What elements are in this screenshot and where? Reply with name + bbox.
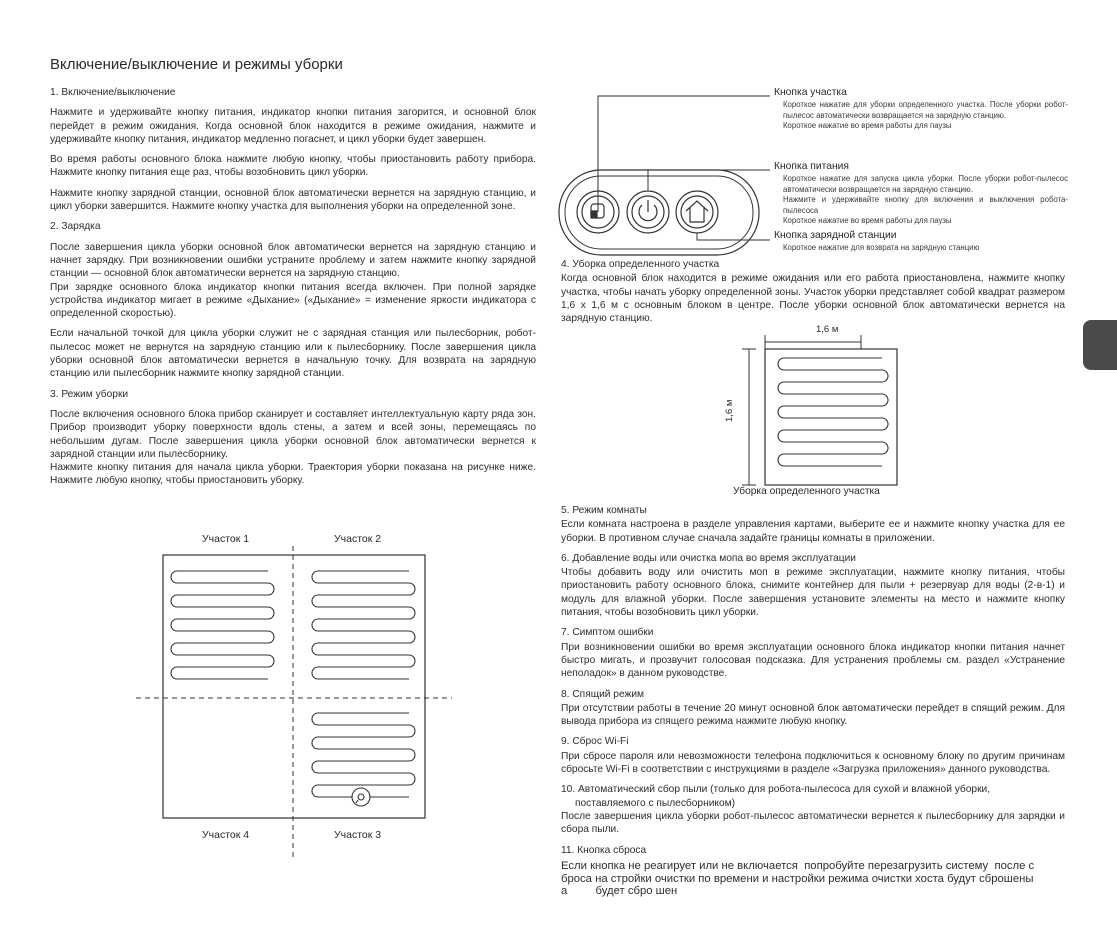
section-2-paragraph-1: После завершения цикла уборки основной блок автоматически вернется на зарядную станцию и начнет зарядку. При возникновении ошибки устраните проблему и затем нажмите кнопку зарядной станции — основной блок автоматически вернется на зарядную станцию. [50, 241, 536, 280]
section-6-paragraph: Чтобы добавить воду или очистить моп в режиме эксплуатации, нажмите кнопку питания, чтобы приостановить работу основного блока, снимите контейнер для пыли + резервуар для воды (2-в-1) и модуль для влажной уборки. После завершения установите элементы на место и нажмите кнопку питания, чтобы возобновить цикл уборки. [561, 567, 1065, 619]
spot-height-label: 1,6 м [724, 399, 735, 422]
section-8-heading: 8. Спящий режим [561, 688, 645, 700]
section-9-heading: 9. Сброс Wi-Fi [561, 736, 629, 748]
section-3-paragraph-1: После включения основного блока прибор сканирует и составляет интеллектуальную карту ряда зон. Прибор производит уборку поверхности вдоль стены, а затем и всей зоны, перемещаясь по небольшим дугам. После завершения цикла уборки основной блок автоматически вернется к зарядной станции или пылесборнику. [50, 408, 536, 460]
spot-width-label: 1,6 м [816, 324, 839, 335]
section-8-paragraph: При отсутствии работы в течение 20 минут основной блок автоматически перейдет в спящий режим. Для вывода прибора из спящего режима нажмите любую кнопку. [561, 702, 1065, 728]
section-10-paragraph: После завершения цикла уборки робот-пылесос автоматически вернется к пылесборнику для зарядки и сбора пыли. [561, 810, 1065, 836]
power-button-title: Кнопка питания [774, 161, 849, 172]
section-7-paragraph: При возникновении ошибки во время эксплуатации основного блока индикатор кнопки питания начнет быстро мигать, и прозвучит голосовая подсказка. Для устранения проблемы см. раздел «Устранение неполадок» в данном руководстве. [561, 641, 1065, 680]
section-2-paragraph-2: Если начальной точкой для цикла уборки служит не с зарядная станция или пылесборник, робот-пылесос может не вернутся на зарядную станцию или к пылесборнику. После завершения цикла уборки основной блок автоматически вернется в начальную точку. Для возврата на зарядную станцию или пылесборник нажмите кнопку зарядной станции. [50, 328, 536, 380]
section-1-paragraph-1: Нажмите и удерживайте кнопку питания, индикатор кнопки питания загорится, и основной блок перейдет в режим ожидания. Когда основной блок находится в режиме ожидания, нажмите и удерживайте кнопку питания, индикатор медленно погаснет, и цикл уборки будет завершен. [50, 107, 536, 145]
section-11-heading: 11. Кнопка сброса [561, 844, 647, 856]
section-7-heading: 7. Симптом ошибки [561, 627, 654, 639]
spot-button-title: Кнопка участка [774, 87, 847, 98]
dock-button-desc: Короткое нажатие для возврата на зарядную станцию [783, 243, 980, 252]
section-2-paragraph-1b: При зарядке основного блока индикатор кнопки питания всегда включен. При полной зарядке устройства индикатор мигает в режиме «Дыхание» («Дыхание» = изменение яркости индикатора с определенной скоростью). [50, 281, 536, 320]
section-1-heading: 1. Включение/выключение [50, 87, 176, 98]
section-11-line-3: а будет сбро шен [561, 885, 678, 898]
right-column-sections [561, 504, 1065, 898]
zone-1-label: Участок 1 [202, 533, 250, 545]
dock-button-title: Кнопка зарядной станции [774, 230, 897, 241]
spot-area-caption: Уборка определенного участка [733, 486, 880, 497]
section-5-heading: 5. Режим комнаты [561, 505, 647, 516]
spot-button-desc: Короткое нажатие для уборки определенного участка. После уборки робот-пылесос автоматически возвращается на зарядную станцию. Короткое нажатие во время работы для паузы [783, 100, 1068, 131]
section-2-heading: 2. Зарядка [50, 221, 101, 233]
section-4-paragraph: Когда основной блок находится в режиме ожидания или его работа приостановлена, нажмите кнопку участка, чтобы начать уборку определенной зоны. Участок уборки представляет собой квадрат размером 1,6 х 1,6 м с основным блоком в центре. После уборки основной блок автоматически вернется на зарядную станцию. [561, 273, 1065, 325]
section-1-paragraph-2: Во время работы основного блока нажмите любую кнопку, чтобы приостановить работу прибора. Нажмите кнопку питания еще раз, чтобы возобновить цикл уборки. [50, 154, 536, 179]
page-side-tab [1083, 320, 1117, 370]
section-11-line-1: Если кнопка не реагирует или не включается попробуйте перезагрузить систему после с [561, 859, 1035, 872]
section-5-paragraph: Если комната настроена в разделе управления картами, выберите ее и нажмите кнопку участка для ее уборки. В противном случае сначала задайте границы комнаты в приложении. [561, 519, 1065, 544]
spot-area-outline [765, 349, 897, 485]
zone-2-label: Участок 2 [334, 533, 382, 545]
page-title: Включение/выключение и режимы уборки [50, 56, 343, 73]
spot-area-path [778, 358, 888, 466]
section-10-heading: 10. Автоматический сбор пыли (только для робота-пылесоса для сухой и влажной уборки, [561, 784, 991, 796]
section-4-heading: 4. Уборка определенного участка [561, 259, 720, 270]
zone-3-label: Участок 3 [334, 829, 382, 841]
section-3-paragraph-1b: Нажмите кнопку питания для начала цикла уборки. Траектория уборки показана на рисунке ниже. Нажмите любую кнопку, чтобы приостановить уборку. [50, 462, 536, 487]
section-6-heading: 6. Добавление воды или очистка мопа во время эксплуатации [561, 552, 856, 564]
section-1-paragraph-3: Нажмите кнопку зарядной станции, основной блок автоматически вернется на зарядную станцию, и цикл уборки завершится. Нажмите кнопку участка для выполнения уборки на определенной зоне. [50, 187, 536, 213]
section-11-line-2: броса на стройки очистки по времени и настройки режима очистки хоста будут сброшены [561, 872, 1034, 885]
section-11-paragraph [561, 860, 1065, 898]
section-10-heading-cont: поставляемого с пылесборником) [575, 797, 736, 809]
section-9-paragraph: При сбросе пароля или невозможности телефона подключиться к основному блоку по другим причинам сбросьте Wi-Fi в соответствии с инструкциями в разделе «Загрузка приложения» данного руководства. [561, 750, 1065, 776]
section-3-heading: 3. Режим уборки [50, 388, 129, 400]
power-button-desc: Короткое нажатие для запуска цикла уборки. После уборки робот-пылесос автоматически возвращается на зарядную станцию. Нажмите и удерживайте кнопку для включения и выключения робота-пылесоса Короткое нажатие во время работы для паузы [783, 174, 1068, 226]
zone-4-label: Участок 4 [202, 829, 250, 841]
